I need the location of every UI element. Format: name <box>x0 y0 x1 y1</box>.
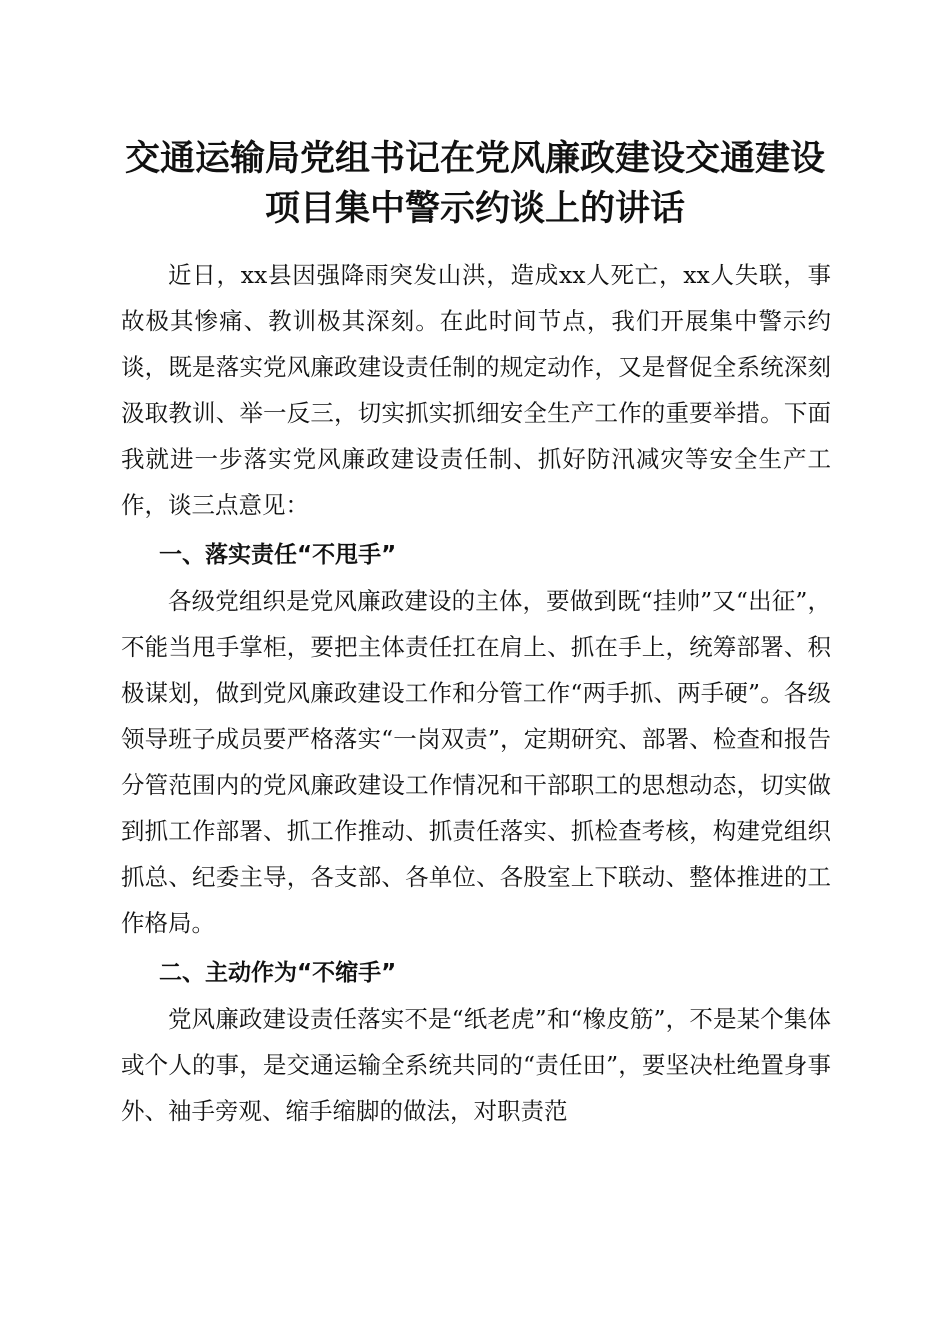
title-line-1: 交通运输局党组书记在党风廉政建设交通建设 <box>124 138 825 179</box>
section-1-paragraph: 各级党组织是党风廉政建设的主体，要做到既“挂帅”又“出征”，不能当甩手掌柜，要把主体责任扛在肩上、抓在手上，统筹部署、积极谋划，做到党风廉政建设工作和分管工作“两手抓、两手硬”。各级领导班子成员要严格落实“一岗双责”，定期研究、部署、检查和报告分管范围内的党风廉政建设工作情况和干部职工的思想动态，切实做到抓工作部署、抓工作推动、抓责任落实、抓检查考核，构建党组织抓总、纪委主导，各支部、各单位、各股室上下联动、整体推进的工作格局。 <box>121 587 831 937</box>
section-heading-2: 二、主动作为“不缩手” <box>159 960 397 986</box>
intro-paragraph: 近日，xx县因强降雨突发山洪，造成xx人死亡，xx人失联，事故极其惨痛、教训极其深刻。在此时间节点，我们开展集中警示约谈，既是落实党风廉政建设责任制的规定动作，又是督促全系统深刻汲取教训、举一反三，切实抓实抓细安全生产工作的重要举措。下面我就进一步落实党风廉政建设责任制、抓好防汛减灾等安全生产工作，谈三点意见： <box>121 261 831 519</box>
document-body <box>121 252 831 1134</box>
document-title <box>100 134 850 234</box>
section-heading-1: 一、落实责任“不甩手” <box>159 542 397 568</box>
section-2-paragraph: 党风廉政建设责任落实不是“纸老虎”和“橡皮筋”，不是某个集体或个人的事，是交通运输全系统共同的“责任田”，要坚决杜绝置身事外、袖手旁观、缩手缩脚的做法，对职责范 <box>121 1005 831 1125</box>
title-line-2: 项目集中警示约谈上的讲话 <box>264 188 685 229</box>
